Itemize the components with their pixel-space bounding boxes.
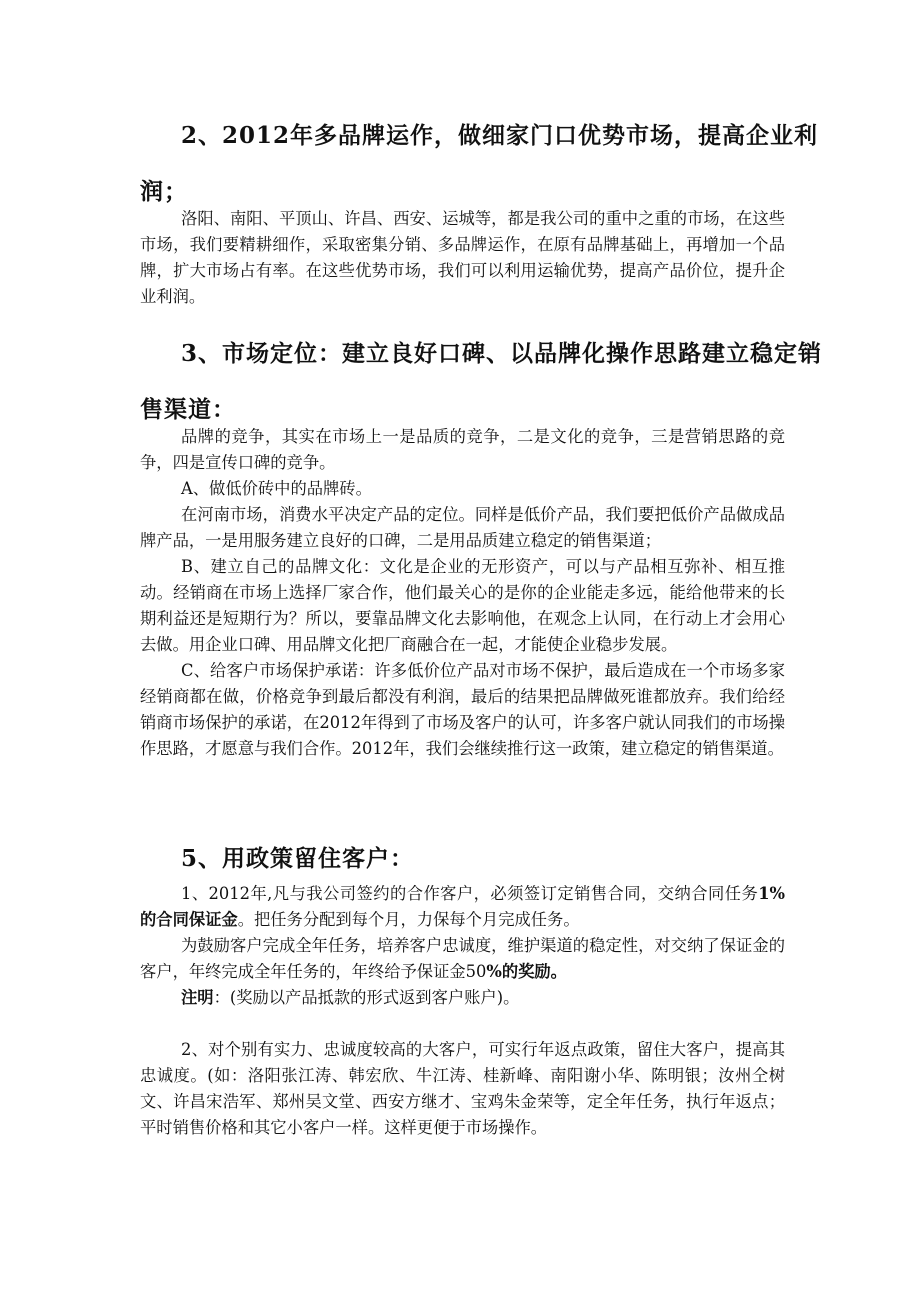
note-label: 注明 — [181, 988, 214, 1007]
section-5-body — [140, 881, 785, 1141]
paragraph: C、给客户市场保护承诺：许多低价位产品对市场不保护，最后造成在一个市场多家经销商都在做，价格竞争到最后都没有利润，最后的结果把品牌做死谁都放弃。我们给经销商市场保护的承诺，在2012年得到了市场及客户的认可，许多客户就认同我们的市场操作思路，才愿意与我们合作。2012年，我们会继续推行这一政策，建立稳定的销售渠道。 — [140, 661, 785, 758]
p2-bold: %的奖励。 — [486, 962, 567, 981]
paragraph — [140, 881, 785, 933]
paragraph: A、做低价砖中的品牌砖。 — [181, 479, 372, 498]
section-2-heading-line1: 2、2012年多品牌运作，做细家门口优势市场，提高企业利 — [181, 122, 819, 149]
p1-text-a: 1、2012年,凡与我公司签约的合作客户，必须签订定销售合同，交纳合同任务 — [181, 884, 759, 903]
paragraph — [140, 985, 785, 1011]
p1-bold: 1%的合同保证金 — [140, 884, 785, 929]
section-2-heading — [140, 108, 819, 220]
paragraph: 洛阳、南阳、平顶山、许昌、西安、运城等，都是我公司的重中之重的市场，在这些市场，我们要精耕细作，采取密集分销、多品牌运作，在原有品牌基础上，再增加一个品牌，扩大市场占有率。在这些优势市场，我们可以利用运输优势，提高产品价位，提升企业利润。 — [140, 209, 785, 306]
p2-text-a: 为鼓励客户完成全年任务，培养客户忠诚度，维护渠道的稳定性，对交纳了保证金的客户，年终完成全年任务的，年终给予保证金50 — [140, 936, 785, 981]
section-3-heading-line1: 3、市场定位：建立良好口碑、以品牌化操作思路建立稳定销 — [181, 340, 823, 367]
section-5-heading — [140, 831, 785, 887]
section-3-heading — [140, 326, 823, 438]
paragraph: B、建立自己的品牌文化：文化是企业的无形资产，可以与产品相互弥补、相互推动。经销商在市场上选择厂家合作，他们最关心的是你的企业能走多远，能给他带来的长期利益还是短期行为？所以，要靠品牌文化去影响他，在观念上认同，在行动上才会用心去做。用企业口碑、用品牌文化把厂商融合在一起，才能使企业稳步发展。 — [140, 557, 785, 654]
paragraph: 品牌的竞争，其实在市场上一是品质的竞争，二是文化的竞争，三是营销思路的竞争，四是宣传口碑的竞争。 — [140, 427, 785, 472]
section-3-heading-line2: 售渠道： — [140, 396, 236, 423]
section-3-body — [140, 424, 785, 762]
p1-text-b: 。把任务分配到每个月，力保每个月完成任务。 — [237, 910, 580, 929]
paragraph — [140, 933, 785, 985]
section-2-heading-line2: 润； — [140, 178, 188, 205]
paragraph: 在河南市场，消费水平决定产品的定位。同样是低价产品，我们要把低价产品做成品牌产品，一是用服务建立良好的口碑，二是用品质建立稳定的销售渠道； — [140, 505, 785, 550]
section-2-body — [140, 206, 785, 310]
paragraph: 2、对个别有实力、忠诚度较高的大客户，可实行年返点政策，留住大客户，提高其忠诚度。(如：洛阳张江涛、韩宏欣、牛江涛、桂新峰、南阳谢小华、陈明银；汝州仝树文、许昌宋浩军、郑州吴文堂、西安方继才、宝鸡朱金荣等，定全年任务，执行年返点；平时销售价格和其它小客户一样。这样更便于市场操作。 — [140, 1040, 785, 1137]
section-5-heading-line1: 5、用政策留住客户： — [181, 845, 415, 872]
note-text: ：(奖励以产品抵款的形式返到客户账户)。 — [213, 988, 520, 1007]
